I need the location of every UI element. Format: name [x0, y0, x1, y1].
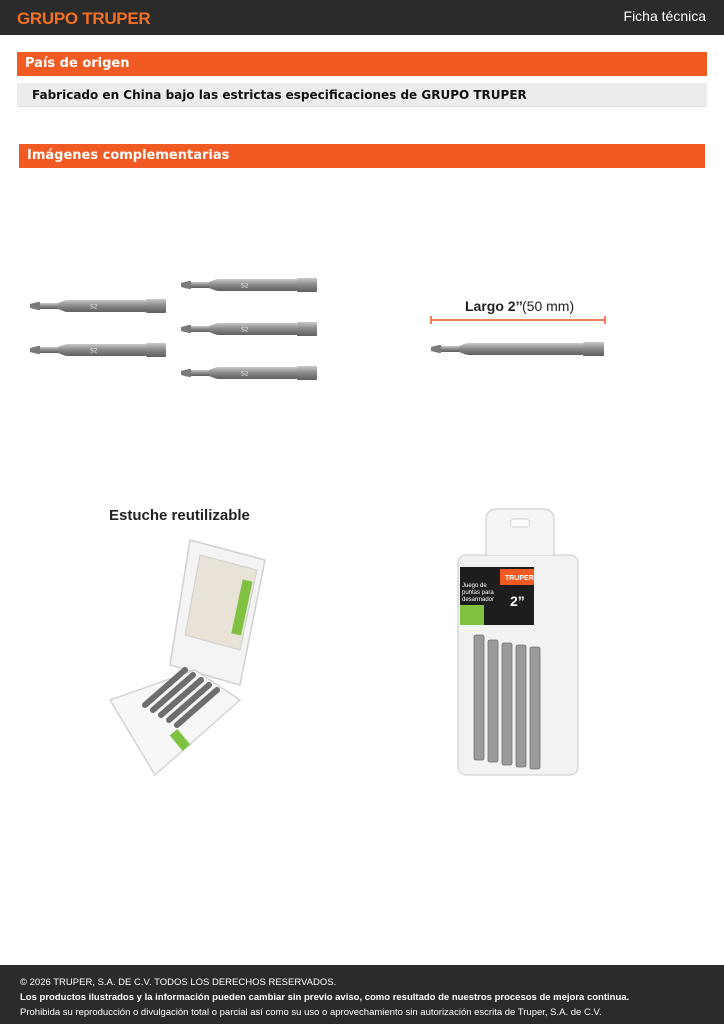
company-logo: GRUPO TRUPER [17, 9, 151, 28]
svg-text:desarmador: desarmador [462, 597, 495, 603]
package-image [450, 505, 590, 780]
case-label: Estuche reutilizable [109, 507, 250, 524]
footer-notice: Los productos ilustrados y la información pueden cambiar sin previo aviso, como resultado de nuestros procesos de mejora continua. [20, 992, 630, 1003]
dimension-label-main: Largo 2’’ [465, 298, 523, 314]
reusable-case-image [75, 500, 275, 785]
package-size: 2” [510, 593, 525, 609]
svg-text:puntas para: puntas para [462, 590, 494, 596]
top-header-bar [0, 0, 724, 35]
footer-copyright: © 2026 TRUPER, S.A. DE C.V. TODOS LOS DERECHOS RESERVADOS. [20, 977, 337, 988]
dimension-label-extra: (50 mm) [522, 298, 575, 314]
origin-section-title: País de origen [17, 52, 707, 76]
origin-text: Fabricado en China bajo las estrictas especificaciones de GRUPO TRUPER [17, 83, 707, 107]
footer-prohibition: Prohibida su reproducción o divulgación total o parcial así como su uso o aprovechamiento sin autorización escrita de Truper, S.A. de C.V. [20, 1007, 602, 1018]
document-type-label: Ficha técnica [623, 8, 706, 24]
svg-text:Juego de: Juego de [462, 583, 487, 589]
package-brand: TRUPER [505, 575, 534, 582]
dimension-image [425, 290, 615, 370]
footer [0, 965, 724, 1024]
bits-group-image: S2 [25, 268, 325, 388]
images-section-title: Imágenes complementarias [19, 144, 705, 168]
